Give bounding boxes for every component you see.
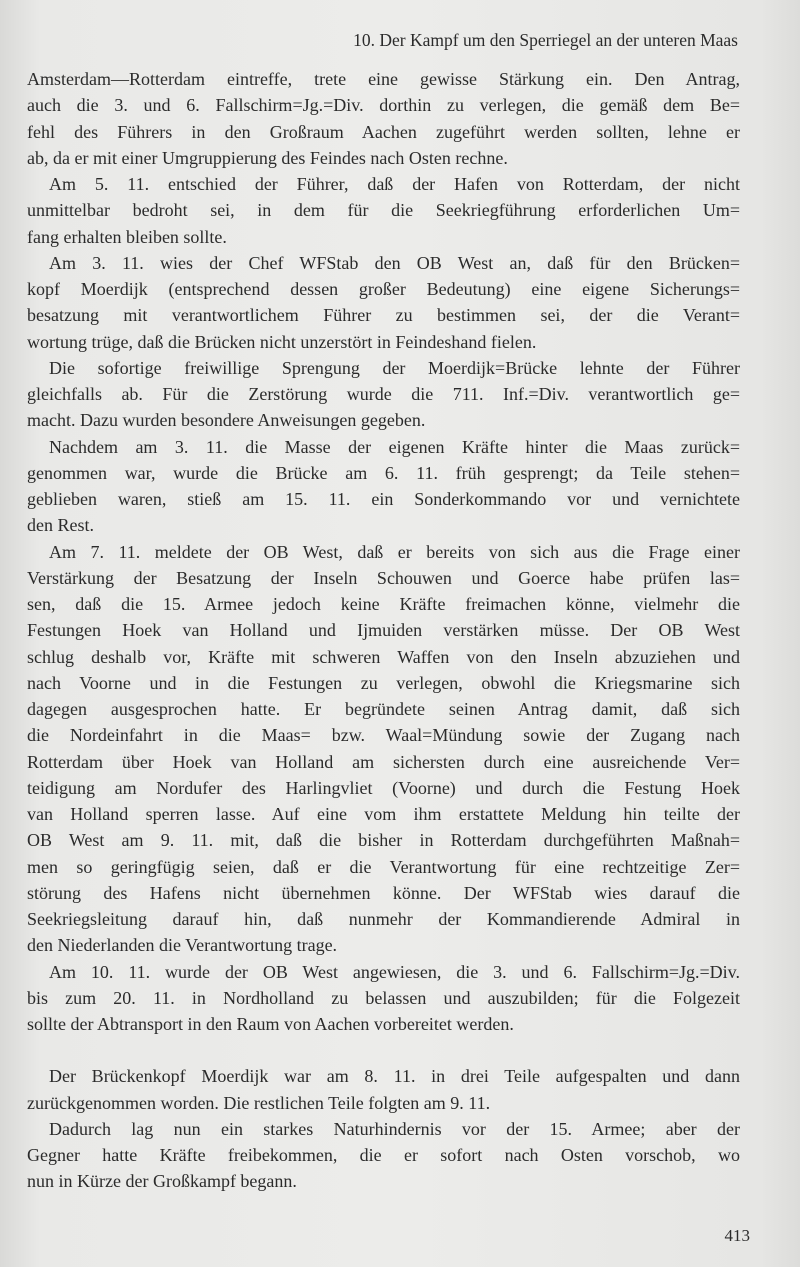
text-line: Am 5. 11. entschied der Führer, daß der Hafen von Rotterdam, der nicht — [49, 174, 740, 194]
text-line: unmittelbar bedroht sei, in dem für die Seekriegführung erforderlichen Um= — [27, 200, 740, 221]
text-line: störung des Hafens nicht übernehmen könne. Der WFStab wies darauf die — [27, 882, 740, 903]
text-line: genommen war, wurde die Brücke am 6. 11. früh gesprengt; da Teile stehen= — [27, 462, 740, 483]
page-number: 413 — [724, 1226, 750, 1245]
text-line: Rotterdam über Hoek van Holland am sichersten durch eine ausreichende Ver= — [27, 751, 740, 772]
paragraph — [27, 434, 740, 539]
text-line: Am 7. 11. meldete der OB West, daß er bereits von sich aus die Frage einer — [49, 541, 740, 562]
text-line: Nachdem am 3. 11. die Masse der eigenen Kräfte hinter die Maas zurück= — [49, 436, 740, 457]
text-line: sen, daß die 15. Armee jedoch keine Kräfte freimachen könne, vielmehr die — [27, 594, 740, 614]
text-line: macht. Dazu wurden besondere Anweisungen gegeben. — [27, 410, 426, 431]
paragraph — [27, 959, 740, 1038]
text-line: auch die 3. und 6. Fallschirm=Jg.=Div. dorthin zu verlegen, die gemäß dem Be= — [27, 95, 740, 116]
paragraph — [27, 355, 740, 434]
text-line: Gegner hatte Kräfte freibekommen, die er sofort nach Osten vorschob, wo — [27, 1145, 740, 1165]
paragraph — [27, 1063, 740, 1116]
text-line: Amsterdam—Rotterdam eintreffe, trete eine gewisse Stärkung ein. Den Antrag, — [27, 69, 740, 89]
paragraph — [27, 66, 740, 171]
text-line: sollte der Abtransport in den Raum von Aachen vorbereitet werden. — [27, 1014, 514, 1034]
text-line: geblieben waren, stieß am 15. 11. ein Sonderkommando vor und vernichtete — [27, 489, 740, 509]
text-line: zurückgenommen worden. Die restlichen Teile folgten am 9. 11. — [27, 1092, 491, 1113]
paragraph — [27, 1116, 740, 1195]
text-line: den Rest. — [27, 515, 94, 536]
text-line: Der Brückenkopf Moerdijk war am 8. 11. in drei Teile aufgespalten und dann — [49, 1066, 740, 1087]
text-line: OB West am 9. 11. mit, daß die bisher in Rotterdam durchgeführten Maßnah= — [27, 830, 740, 851]
text-line: die Nordeinfahrt in die Maas= bzw. Waal=Mündung sowie der Zugang nach — [27, 725, 740, 746]
text-line: fang erhalten bleiben sollte. — [27, 226, 227, 247]
text-line: ab, da er mit einer Umgruppierung des Feindes nach Osten rechne. — [27, 147, 508, 168]
text-line: fehl des Führers in den Großraum Aachen zugeführt werden sollten, lehne er — [27, 121, 740, 142]
text-line: nun in Kürze der Großkampf begann. — [27, 1171, 297, 1192]
text-line: besatzung mit verantwortlichem Führer zu bestimmen sei, der die Verant= — [27, 305, 740, 326]
text-line: bis zum 20. 11. in Nordholland zu belassen und auszubilden; für die Folgezeit — [27, 987, 740, 1008]
text-line: Seekriegsleitung darauf hin, daß nunmehr der Kommandierende Admiral in — [27, 909, 740, 929]
body-text — [27, 66, 740, 1195]
text-line: van Holland sperren lasse. Auf eine vom ihm erstattete Meldung hin teilte der — [27, 804, 740, 824]
text-line: Festungen Hoek van Holland und Ijmuiden verstärken müsse. Der OB West — [27, 620, 740, 641]
text-line: schlug deshalb vor, Kräfte mit schweren Waffen von den Inseln abzuziehen und — [27, 646, 740, 667]
text-line: teidigung am Nordufer des Harlingvliet (Voorne) und durch die Festung Hoek — [27, 777, 740, 798]
running-head: 10. Der Kampf um den Sperriegel an der unteren Maas — [353, 30, 738, 50]
text-line: kopf Moerdijk (entsprechend dessen großer Bedeutung) eine eigene Sicherungs= — [27, 279, 740, 299]
text-line: nach Voorne und in die Festungen zu verlegen, obwohl die Kriegsmarine sich — [27, 672, 740, 693]
text-line: gleichfalls ab. Für die Zerstörung wurde die 711. Inf.=Div. verantwortlich ge= — [27, 384, 740, 404]
paragraph — [27, 539, 740, 959]
paragraph — [27, 171, 740, 250]
text-line: Dadurch lag nun ein starkes Naturhindernis vor der 15. Armee; aber der — [49, 1118, 740, 1139]
text-line: Am 10. 11. wurde der OB West angewiesen, die 3. und 6. Fallschirm=Jg.=Div. — [49, 961, 740, 982]
text-line: Am 3. 11. wies der Chef WFStab den OB West an, daß für den Brücken= — [49, 252, 740, 273]
paragraph — [27, 250, 740, 355]
text-line: Verstärkung der Besatzung der Inseln Schouwen und Goerce habe prüfen las= — [27, 567, 740, 588]
text-line: Die sofortige freiwillige Sprengung der Moerdijk=Brücke lehnte der Führer — [49, 357, 740, 378]
text-line: dagegen ausgesprochen hatte. Er begründete seinen Antrag damit, daß sich — [27, 699, 740, 719]
text-line: den Niederlanden die Verantwortung trage. — [27, 935, 338, 956]
text-line: wortung trüge, daß die Brücken nicht unzerstört in Feindeshand fielen. — [27, 331, 537, 352]
text-line: men so geringfügig seien, daß er die Verantwortung für eine rechtzeitige Zer= — [27, 856, 740, 877]
